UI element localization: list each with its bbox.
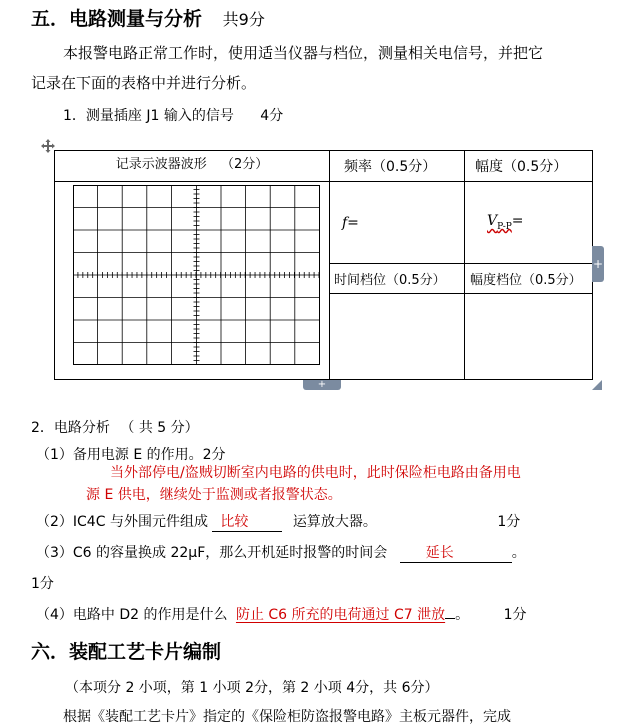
- oscilloscope-grid: [73, 185, 320, 365]
- analysis-score: （ 共 5 分）: [120, 420, 199, 436]
- analysis-q3: [36, 542, 526, 563]
- osc-header-cell: [55, 151, 330, 182]
- time-div-value[interactable]: [330, 294, 465, 380]
- section-6-note: （本项分 2 小项，第 1 小项 2分，第 2 小项 4分，共 6分）: [65, 680, 439, 696]
- table-add-row-button[interactable]: +: [303, 380, 341, 390]
- analysis-q2-answer[interactable]: 比较: [212, 511, 282, 532]
- analysis-q1-answer-line-2: 源 E 供电，继续处于监测或者报警状态。: [86, 487, 342, 503]
- freq-header: 频率（0.5分）: [330, 151, 465, 182]
- osc-header: 记录示波器波形: [115, 157, 207, 172]
- section-6-partial-line: 根据《装配工艺卡片》指定的《保险柜防盗报警电路》主板元器件，完成: [63, 709, 511, 725]
- intro-line-1: 本报警电路正常工作时，使用适当仪器与档位，测量相关电信号，并把它: [63, 44, 544, 62]
- table-resize-icon[interactable]: [592, 380, 602, 390]
- analysis-q1-answer-line-1: 当外部停电/盗贼切断室内电路的供电时，此时保险柜电路由备用电: [110, 465, 521, 481]
- vpp-equals: =: [511, 213, 524, 230]
- amp-header: 幅度（0.5分）: [465, 151, 593, 182]
- section-5-score: 共9分: [222, 10, 265, 29]
- section-6-title: 六．装配工艺卡片编制: [31, 641, 222, 663]
- table-expand-right-button[interactable]: +: [592, 246, 604, 282]
- analysis-q2-suffix: 运算放大器。: [292, 514, 377, 530]
- analysis-q1: （1）备用电源 E 的作用。2分: [36, 447, 226, 463]
- analysis-title-text: 2．电路分析: [31, 420, 110, 436]
- vpp-value-cell[interactable]: [465, 182, 593, 264]
- analysis-q4-blank-tail: [445, 604, 455, 619]
- vpp-symbol: V: [487, 213, 498, 230]
- analysis-q4-answer[interactable]: 防止 C6 所充的电荷通过 C7 泄放: [235, 607, 446, 623]
- freq-value: f=: [342, 214, 359, 231]
- analysis-q4-end: 。: [455, 607, 470, 623]
- analysis-title: [31, 417, 199, 437]
- vpp-label: [487, 213, 512, 232]
- analysis-q4: [36, 604, 527, 624]
- osc-header-score: （2分）: [220, 157, 269, 172]
- question-1-score: 4分: [260, 108, 284, 124]
- analysis-q2-score: 1分: [497, 514, 521, 530]
- analysis-q2-prefix: （2）IC4C 与外围元件组成: [36, 514, 208, 530]
- analysis-q2: [36, 511, 520, 532]
- intro-line-2: 记录在下面的表格中并进行分析。: [31, 74, 257, 92]
- analysis-q3-prefix: （3）C6 的容量换成 22μF，那么开机延时报警的时间会: [36, 545, 388, 561]
- analysis-q4-prefix: （4）电路中 D2 的作用是什么: [36, 607, 228, 623]
- question-1-label: [63, 105, 283, 125]
- amp-div-value[interactable]: [465, 294, 593, 380]
- amp-div-header: 幅度档位（0.5分）: [465, 264, 593, 294]
- analysis-q4-score: 1分: [503, 607, 527, 623]
- analysis-q3-score: 1分: [31, 576, 54, 592]
- section-5-title-text: 五．电路测量与分析: [31, 8, 203, 30]
- freq-value-cell[interactable]: [330, 182, 465, 264]
- analysis-q3-end: 。: [511, 545, 526, 561]
- question-1-text: 1．测量插座 J1 输入的信号: [63, 108, 234, 124]
- section-5-title: [31, 4, 265, 31]
- vpp-subscript: P-P: [497, 221, 512, 232]
- analysis-q3-answer[interactable]: 延长: [400, 542, 512, 563]
- time-div-header: 时间档位（0.5分）: [330, 264, 465, 294]
